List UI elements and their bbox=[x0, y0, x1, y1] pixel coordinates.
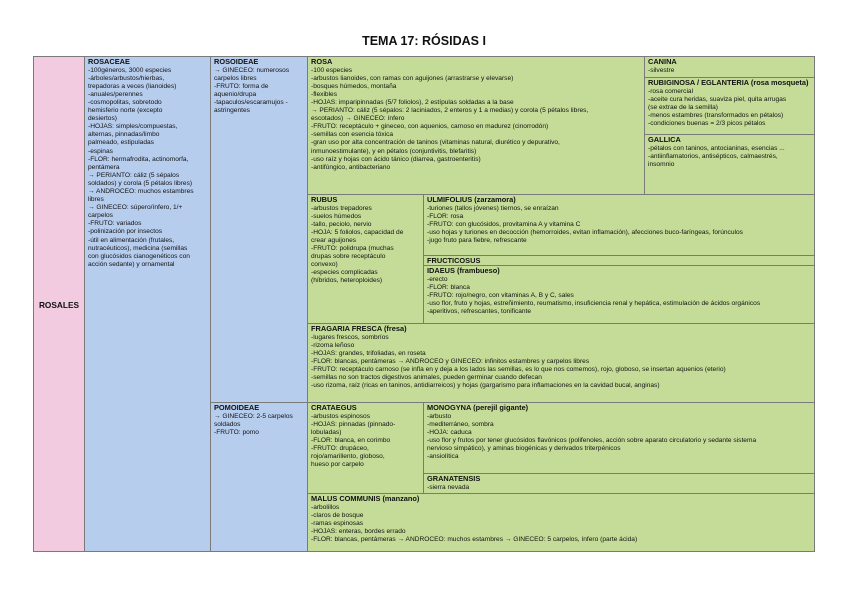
text-line: → ANDROCEO: muchos estambres bbox=[88, 188, 194, 195]
text-line: (híbridos, heteroploides) bbox=[311, 277, 383, 285]
text-line: -HOJAS: enteras, bordes errado bbox=[311, 527, 406, 535]
text-line: -FLOR: rosa bbox=[427, 212, 464, 220]
species-monogyna-lines bbox=[427, 413, 811, 462]
page-title: TEMA 17: RÓSIDAS I bbox=[362, 34, 486, 48]
text-line: -sierra nevada bbox=[427, 483, 470, 491]
text-line: -suelos húmedos bbox=[311, 212, 362, 220]
species-ulmifolius-cell bbox=[423, 194, 815, 256]
text-line: → PERIANTO: cáliz (5 sépalos bbox=[88, 171, 180, 179]
text-line: -mediterráneo, sombra bbox=[427, 420, 494, 428]
text-line: -FRUTO: receptáculo + gineceo, con aquenios, carnoso en madurez (cinorrodón) bbox=[311, 123, 549, 131]
text-line: rojo/amarillento, globoso, bbox=[311, 453, 385, 461]
text-line: -semillas no son tractos digestivos animales, pueden germinar cuando defecan bbox=[311, 374, 542, 382]
text-line: -FRUTO: polidrupa (muchas bbox=[311, 245, 394, 253]
text-line: -semillas con esencia tóxica bbox=[311, 131, 394, 139]
text-line: -100géneros, 3000 especies bbox=[88, 66, 172, 74]
text-line: -arbustos lianoides, con ramas con aguijones (arrastrarse y elevarse) bbox=[311, 74, 514, 82]
text-line: -rizoma leñoso bbox=[311, 341, 355, 349]
subfamily-rosoideae-lines bbox=[214, 67, 304, 116]
family-name: ROSACEAE bbox=[88, 57, 130, 66]
text-line: convexo) bbox=[311, 261, 338, 269]
text-line: -condiciones buenas = 2/3 picos pétalos bbox=[648, 119, 766, 127]
species-granatensis-cell bbox=[423, 473, 815, 494]
text-line: -FRUTO: rojo/negro, con vitaminas A, B y C, sales bbox=[427, 291, 574, 299]
subfamily-pomoideae-cell bbox=[210, 402, 308, 552]
text-line: -FRUTO: con glucósidos, provitamina A y vitamina C bbox=[427, 220, 581, 228]
text-line: -gran uso por alta concentración de taninos (vitaminas natural, diurético y depurativo, bbox=[311, 139, 560, 147]
text-line: crear aguijones bbox=[311, 236, 357, 244]
text-line: -FLOR: blanca, en corimbo bbox=[311, 436, 391, 444]
subfamily-pomoideae-name: POMOIDEAE bbox=[214, 403, 260, 412]
species-idaeus-cell bbox=[423, 265, 815, 324]
genus-malus-lines bbox=[311, 504, 811, 544]
text-line: → PERIANTO: cáliz (5 sépalos: 2 laciniados, 2 enteros y 1 a medias) y corola (5 pétalos libres, bbox=[311, 107, 589, 115]
text-line: -HOJAS: imparipinnadas (5/7 foliolos), 2 estípulas soldadas a la base bbox=[311, 98, 514, 106]
text-line: -FLOR: blanca bbox=[427, 283, 470, 291]
text-line: escotados) → GINECEO: ínfero bbox=[311, 115, 405, 123]
species-granatensis-lines bbox=[427, 484, 811, 492]
text-line: desiertos) bbox=[88, 115, 117, 123]
text-line: -uso flor y frutos por tener glucósidos flavónicos (polifenoles, acción sobre aparato circulatorio y sedante sistema bbox=[427, 436, 757, 444]
text-line: soldados bbox=[214, 420, 241, 428]
text-line: inmunoestimulante), y en pétalos (conjuntivitis, blefaritis) bbox=[311, 147, 477, 155]
species-gallica-cell bbox=[644, 134, 815, 195]
genus-malus-cell bbox=[307, 493, 815, 552]
text-line: -espinas bbox=[88, 147, 113, 155]
text-line: -uso rizoma, raíz (ricas en taninos, antidiarreicos) y hojas (gargarismo para inflamaciones en la cavidad bucal, anginas) bbox=[311, 382, 660, 390]
species-canina-cell bbox=[644, 56, 815, 78]
text-line: nutracéuticos), medicina (semillas bbox=[88, 244, 188, 252]
text-line: -ansiolítica bbox=[427, 453, 459, 461]
genus-fragaria-name: FRAGARIA FRESCA (fresa) bbox=[311, 324, 407, 333]
text-line: -100 especies bbox=[311, 66, 353, 74]
text-line: -útil en alimentación (frutales, bbox=[88, 236, 175, 244]
text-line: -arbolillos bbox=[311, 503, 340, 511]
text-line: → GINECEO: 2-5 carpelos bbox=[214, 412, 293, 420]
genus-crataegus-cell bbox=[307, 402, 424, 494]
subfamily-pomoideae-lines bbox=[214, 413, 304, 437]
text-line: -claros de bosque bbox=[311, 511, 364, 519]
text-line: -jugo fruto para fiebre, refrescante bbox=[427, 236, 527, 244]
text-line: lobuladas) bbox=[311, 428, 342, 436]
order-cell bbox=[33, 56, 85, 552]
species-fructicosus-name: FRUCTICOSUS bbox=[427, 256, 481, 265]
text-line: -polinización por insectos bbox=[88, 228, 163, 236]
subfamily-rosoideae-name: ROSOIDEAE bbox=[214, 57, 259, 66]
text-line: -FRUTO: receptáculo carnoso (se infla en y deja a los lados las semillas, es lo que nos comemos), rojo, globoso, se insertan aquenios (eterio) bbox=[311, 365, 726, 373]
genus-crataegus-name: CRATAEGUS bbox=[311, 403, 357, 412]
genus-malus-name: MALUS COMMUNIS (manzano) bbox=[311, 494, 420, 503]
subfamily-rosoideae-cell bbox=[210, 56, 308, 403]
text-line: -arbustos espinosos bbox=[311, 412, 371, 420]
text-line: -FRUTO: variados bbox=[88, 220, 142, 228]
text-line: -turiones (tallos jóvenes) tiernos, se enraízan bbox=[427, 204, 559, 212]
family-lines bbox=[88, 67, 207, 269]
species-idaeus-name: IDAEUS (frambueso) bbox=[427, 266, 500, 275]
text-line: aquenio/drupa bbox=[214, 90, 257, 98]
species-gallica-name: GALLICA bbox=[648, 135, 681, 144]
species-rubiginosa-lines bbox=[648, 88, 811, 128]
text-line: -lugares frescos, sombríos bbox=[311, 333, 389, 341]
genus-rubus-cell bbox=[307, 194, 424, 324]
text-line: → GINECEO: numerosos bbox=[214, 66, 290, 74]
text-line: -aceite cura heridas, suaviza piel, quita arrugas bbox=[648, 95, 787, 103]
text-line: -anuales/perennes bbox=[88, 90, 143, 98]
text-line: -FRUTO: drupáceo, bbox=[311, 444, 369, 452]
text-line: -antiinflamatorios, antisépticos, calmaestrés, bbox=[648, 152, 778, 160]
text-line: -arbustos trepadores bbox=[311, 204, 372, 212]
text-line: -HOJAS: simples/compuestas, bbox=[88, 123, 178, 131]
text-line: acción sedante) y ornamental bbox=[88, 260, 175, 268]
text-line: → GINECEO: súpero/ínfero, 1/+ bbox=[88, 204, 183, 212]
text-line: -tapaculos/escaramujos - bbox=[214, 98, 288, 106]
text-line: trepadoras a veces (lianoides) bbox=[88, 82, 177, 90]
species-gallica-lines bbox=[648, 145, 811, 169]
species-monogyna-name: MONOGYNA (perejil gigante) bbox=[427, 403, 529, 412]
species-ulmifolius-name: ULMIFOLIUS (zarzamora) bbox=[427, 195, 516, 204]
text-line: -HOJAS: grandes, trifoliadas, en roseta bbox=[311, 349, 426, 357]
text-line: -rosa comercial bbox=[648, 87, 694, 95]
text-line: -HOJA: 5 foliolos, capacidad de bbox=[311, 228, 404, 236]
text-line: insomnio bbox=[648, 160, 675, 168]
text-line: -FRUTO: pomo bbox=[214, 428, 259, 436]
family-cell bbox=[84, 56, 211, 552]
text-line: soldados) y corola (5 pétalos libres) bbox=[88, 179, 193, 187]
genus-fragaria-cell bbox=[307, 323, 815, 403]
order-label: ROSALES bbox=[38, 299, 80, 310]
text-line: -FLOR: hermafrodita, actinomorfa, bbox=[88, 155, 189, 163]
text-line: (se extrae de la semilla) bbox=[648, 103, 718, 111]
text-line: -antifúngico, antibacteriano bbox=[311, 163, 391, 171]
genus-rubus-lines bbox=[311, 205, 420, 286]
text-line: -pétalos con taninos, antocianinas, esencias ... bbox=[648, 144, 785, 152]
text-line: pentámera bbox=[88, 163, 120, 171]
genus-rosa-cell bbox=[307, 56, 645, 195]
text-line: astringentes bbox=[214, 107, 250, 115]
text-line: libres bbox=[88, 196, 104, 204]
genus-rubus-name: RUBUS bbox=[311, 195, 338, 204]
text-line: hueso por carpelo bbox=[311, 461, 364, 469]
species-canina-lines bbox=[648, 67, 811, 75]
text-line: -ramas espinosas bbox=[311, 519, 364, 527]
genus-rosa-name: ROSA bbox=[311, 57, 333, 66]
text-line: -aperitivos, refrescantes, tonificante bbox=[427, 307, 532, 315]
species-monogyna-cell bbox=[423, 402, 815, 474]
text-line: -HOJA: caduca bbox=[427, 428, 472, 436]
text-line: -silvestre bbox=[648, 66, 675, 74]
genus-fragaria-lines bbox=[311, 334, 811, 391]
species-idaeus-lines bbox=[427, 276, 811, 316]
text-line: nervioso simpático), y aminas biogénicas y derivados triterpénicos bbox=[427, 444, 621, 452]
text-line: -uso hojas y turiones en decocción (hemorroides, evitan inflamación), afecciones buco-faríngeas, forúnculos bbox=[427, 228, 743, 236]
text-line: -flexibles bbox=[311, 90, 338, 98]
text-line: -menos estambres (transformados en pétalos) bbox=[648, 111, 784, 119]
species-ulmifolius-lines bbox=[427, 205, 811, 245]
text-line: -tallo, peciolo, nervio bbox=[311, 220, 372, 228]
text-line: -bosques húmedos, montaña bbox=[311, 82, 397, 90]
text-line: -arbusto bbox=[427, 412, 452, 420]
genus-crataegus-lines bbox=[311, 413, 420, 470]
text-line: carpelos bbox=[88, 212, 113, 220]
text-line: alternas, pinnadas/limbo bbox=[88, 131, 160, 139]
species-rubiginosa-name: RUBIGINOSA / EGLANTERIA (rosa mosqueta) bbox=[648, 78, 809, 87]
text-line: -FLOR: blancas, pentámeras → ANDROCEO: muchos estambres → GINECEO: 5 carpelos, ínfero (parte ácida) bbox=[311, 535, 638, 543]
species-granatensis-name: GRANATENSIS bbox=[427, 474, 481, 483]
text-line: -FLOR: blancas, pentámeras → ANDROCEO y GINECEO: infinitos estambres y carpelos libres bbox=[311, 357, 590, 365]
text-line: drupas sobre receptáculo bbox=[311, 253, 386, 261]
text-line: -erecto bbox=[427, 275, 448, 283]
genus-rosa-lines bbox=[311, 67, 641, 172]
text-line: carpelos libres bbox=[214, 74, 257, 82]
text-line: -uso raíz y hojas con ácido tánico (diarrea, gastroenteritis) bbox=[311, 155, 481, 163]
text-line: con glucósidos cianogenéticos con bbox=[88, 252, 190, 260]
text-line: -especies complicadas bbox=[311, 269, 378, 277]
text-line: -cosmopolitas, sobretodo bbox=[88, 98, 162, 106]
species-canina-name: CANINA bbox=[648, 57, 677, 66]
text-line: -árboles/arbustos/hierbas, bbox=[88, 74, 165, 82]
text-line: -HOJAS: pinnadas (pinnado- bbox=[311, 420, 396, 428]
text-line: palmeado, estipuladas bbox=[88, 139, 154, 147]
text-line: hemisferio norte (excepto bbox=[88, 107, 163, 115]
text-line: -FRUTO: forma de bbox=[214, 82, 269, 90]
species-rubiginosa-cell bbox=[644, 77, 815, 135]
text-line: -uso flor, fruto y hojas, estreñimiento, reumatismo, insuficiencia renal y hepática, estimulación de ácidos orgánicos bbox=[427, 299, 761, 307]
